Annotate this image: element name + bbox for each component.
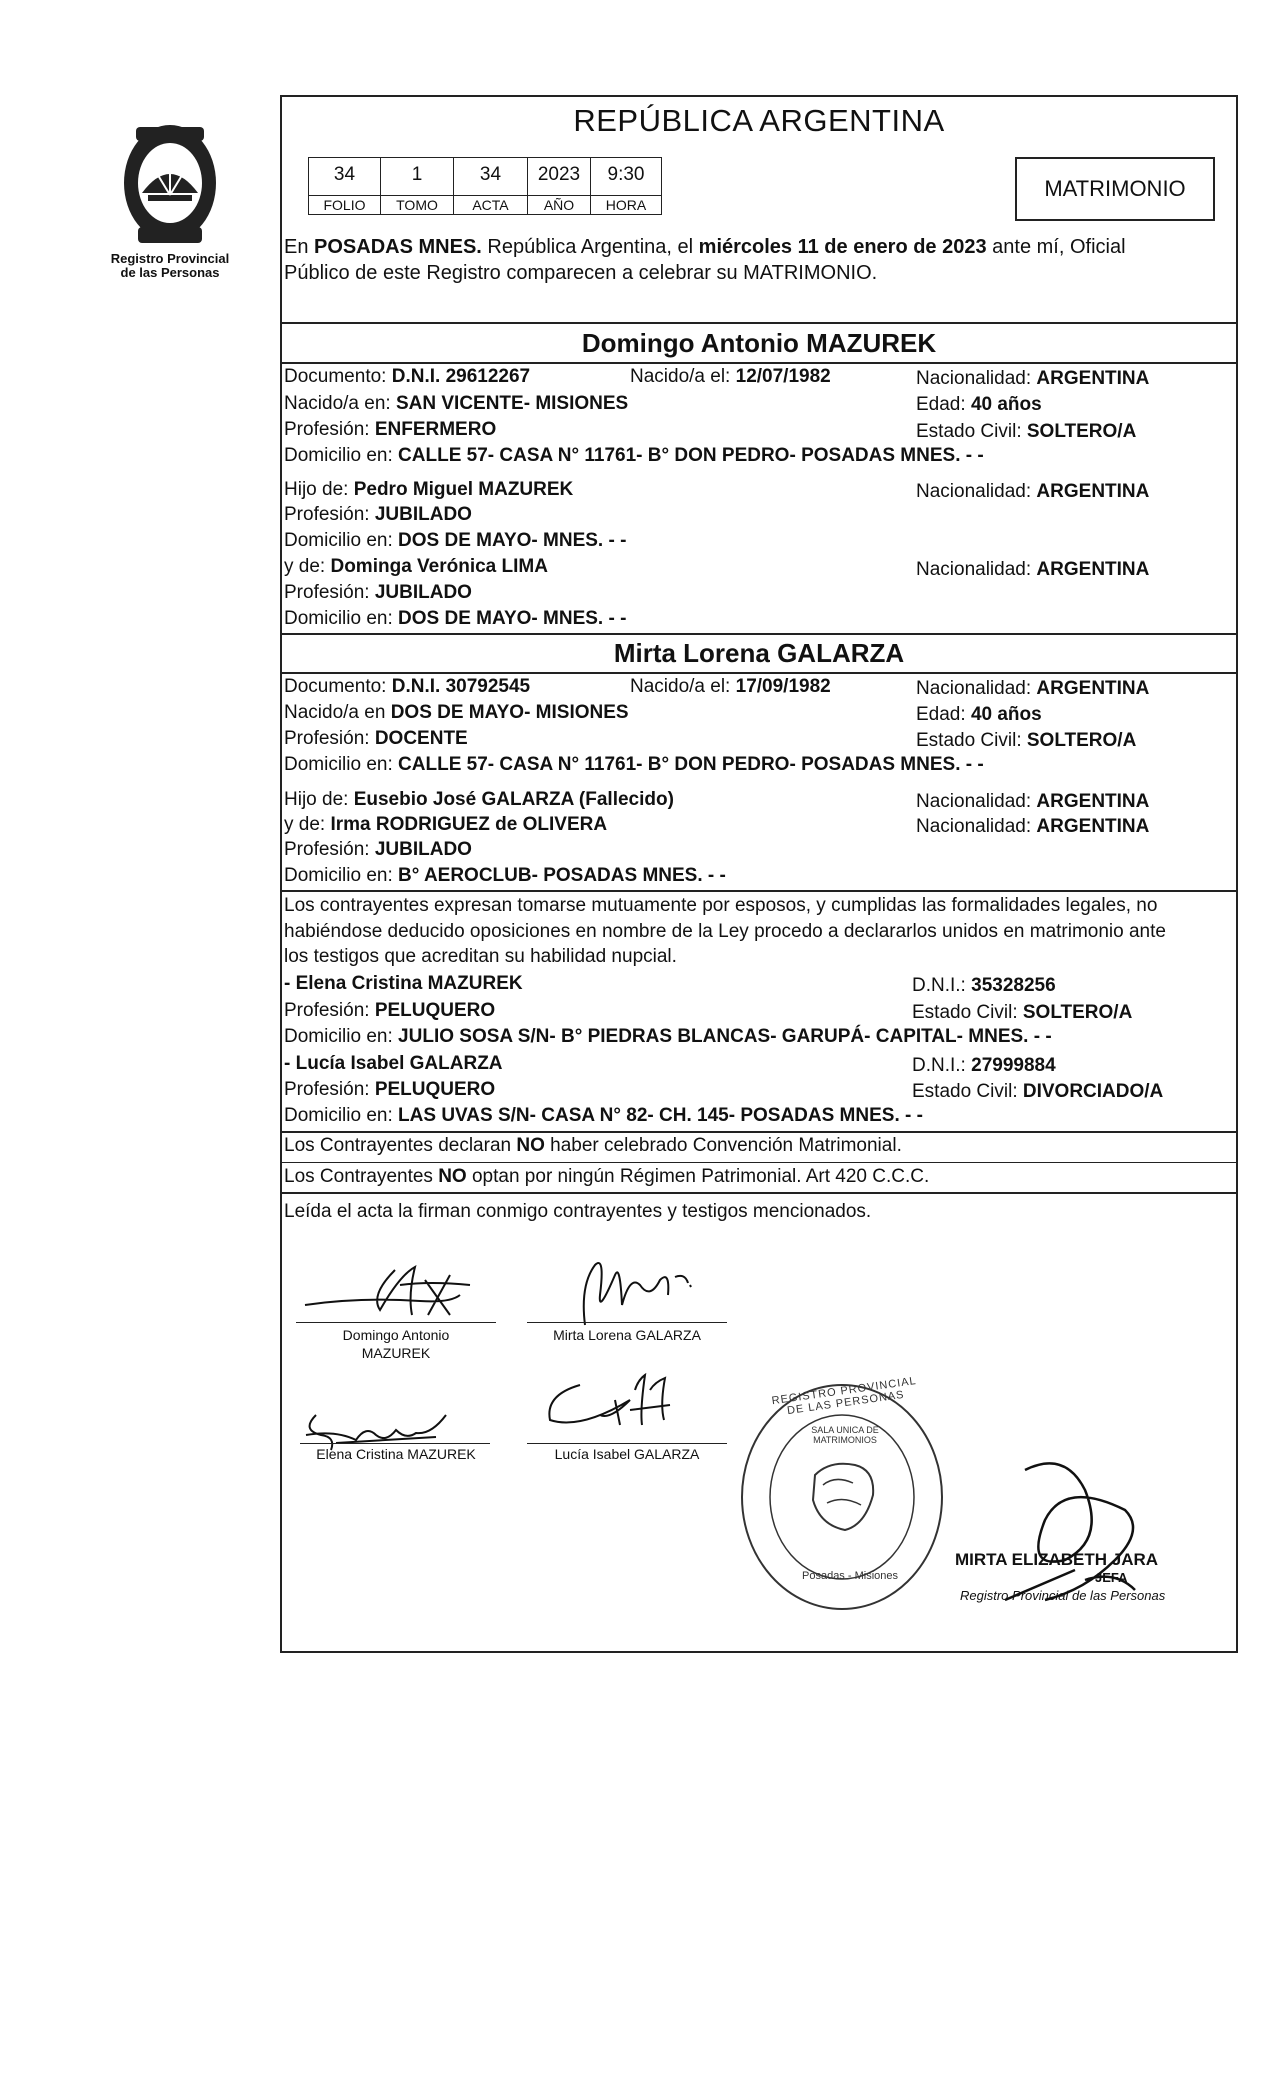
groom-signature-label-1: Domingo Antonio (342, 1327, 450, 1343)
groom-document (284, 365, 530, 389)
groom-signature-label-2: MAZUREK (361, 1345, 431, 1361)
bride-nationality (916, 677, 1149, 701)
witness-2-signature-label: Lucía Isabel GALARZA (554, 1446, 700, 1462)
field-label: Edad: (916, 394, 971, 415)
field-label: Edad: (916, 704, 971, 725)
logo-caption-1: Registro Provincial (110, 251, 230, 266)
year-box (527, 157, 591, 215)
field-value: SOLTERO/A (1022, 1002, 1133, 1023)
groom-father-profession (284, 503, 472, 527)
field-value: DOCENTE (374, 728, 468, 749)
hour-value: 9:30 (607, 164, 645, 185)
field-label: Nacionalidad: (916, 791, 1037, 812)
folio-box (308, 157, 381, 215)
field-value: 40 años (970, 394, 1042, 415)
regime-text: Los Contrayentes (284, 1166, 439, 1187)
seal-stamp-icon (735, 1375, 950, 1620)
divider (280, 1162, 1238, 1163)
tomo-box (380, 157, 454, 215)
field-label: D.N.I.: (912, 1055, 972, 1076)
field-label: Domicilio en: (284, 530, 399, 551)
field-label: Profesión: (284, 1000, 375, 1021)
field-label: Estado Civil: (912, 1081, 1023, 1102)
signature-line (296, 1322, 496, 1323)
groom-father-nationality (916, 480, 1149, 504)
intro-text: En (284, 236, 315, 258)
field-value: SOLTERO/A (1026, 421, 1137, 442)
groom-father (284, 478, 573, 502)
groom-birth-date (630, 365, 831, 389)
field-label: Nacido/a en: (284, 393, 396, 414)
bride-document (284, 675, 530, 699)
official-name: MIRTA ELIZABETH JARA (955, 1550, 1159, 1569)
intro-text: ante mí, Oficial (986, 236, 1126, 258)
groom-name: Domingo Antonio MAZUREK (581, 328, 937, 358)
field-label: Estado Civil: (916, 421, 1027, 442)
witness-1-name (284, 972, 523, 996)
intro-line-1 (284, 235, 1126, 259)
bride-mother-nationality (916, 815, 1149, 839)
field-value: 27999884 (971, 1055, 1056, 1076)
act-type-box: MATRIMONIO (1015, 157, 1215, 221)
witness-1-address (284, 1025, 1052, 1049)
bride-father (284, 788, 674, 812)
field-value: SAN VICENTE- MISIONES (395, 393, 629, 414)
regime-no: NO (438, 1166, 467, 1187)
field-label: Estado Civil: (916, 730, 1027, 751)
official-signature-icon (985, 1450, 1175, 1610)
signature-line (527, 1443, 727, 1444)
groom-mother (284, 555, 548, 579)
field-label: Documento: (284, 366, 392, 387)
field-value: ARGENTINA (1036, 481, 1150, 502)
regime-text: haber celebrado Convención Matrimonial. (544, 1135, 902, 1156)
bride-mother (284, 813, 607, 837)
official-title: JEFA (1095, 1570, 1128, 1585)
year-value: 2023 (537, 164, 581, 185)
declaration-line-1: Los contrayentes expresan tomarse mutuamente por esposos, y cumplidas las formalidades legales, no (284, 895, 1158, 916)
bride-father-nationality (916, 790, 1149, 814)
groom-father-address (284, 529, 626, 553)
field-value: ARGENTINA (1036, 559, 1150, 580)
witness-2-address (284, 1104, 923, 1128)
field-value: D.N.I. 29612267 (391, 366, 531, 387)
field-value: JUBILADO (374, 504, 472, 525)
bride-mother-profession (284, 838, 472, 862)
field-value: DOS DE MAYO- MISIONES (390, 702, 629, 723)
official-seal (735, 1375, 950, 1620)
field-label: Hijo de: (284, 789, 354, 810)
field-value: CALLE 57- CASA N° 11761- B° DON PEDRO- POSADAS MNES. - - (398, 754, 984, 775)
field-label: Profesión: (284, 728, 375, 749)
hour-box (590, 157, 662, 215)
acta-value: 34 (479, 164, 502, 185)
regime-text: optan por ningún Régimen Patrimonial. Art 420 C.C.C. (466, 1166, 930, 1187)
bride-address (284, 753, 984, 777)
groom-address (284, 444, 984, 468)
field-label: Nacionalidad: (916, 481, 1037, 502)
field-label: y de: (284, 814, 331, 835)
witness-1-profession (284, 999, 495, 1023)
field-label: Domicilio en: (284, 1026, 399, 1047)
groom-nationality (916, 367, 1149, 391)
regime-no: NO (516, 1135, 545, 1156)
province-seal-icon (108, 115, 233, 250)
intro-line-2: Público de este Registro comparecen a celebrar su MATRIMONIO. (284, 262, 878, 284)
field-value: PELUQUERO (374, 1000, 496, 1021)
bride-birth-date (630, 675, 831, 699)
divider (280, 672, 1238, 674)
field-value: 35328256 (971, 975, 1056, 996)
field-label: Profesión: (284, 582, 375, 603)
regime-line-2 (284, 1165, 929, 1189)
field-label: Profesión: (284, 504, 375, 525)
field-value: ARGENTINA (1036, 368, 1150, 389)
field-value: - Lucía Isabel GALARZA (284, 1053, 503, 1074)
declaration-line-3: los testigos que acreditan su habilidad nupcial. (284, 946, 677, 967)
divider (280, 890, 1238, 892)
divider (280, 1192, 1238, 1194)
official-office: Registro Provincial de las Personas (960, 1588, 1166, 1603)
witness-2-dni (912, 1054, 1056, 1078)
groom-birth-place (284, 392, 628, 416)
regime-text: Los Contrayentes declaran (284, 1135, 517, 1156)
field-label: Nacionalidad: (916, 678, 1037, 699)
tomo-label: TOMO (381, 195, 453, 214)
declaration-line-2: habiéndose deducido oposiciones en nombre de la Ley procedo a declararlos unidos en matrimonio ante (284, 921, 1166, 942)
seal-inner-text: SALA UNICA DE MATRIMONIOS (811, 1425, 879, 1445)
bride-profession (284, 727, 468, 751)
witness-2-profession (284, 1078, 495, 1102)
field-label: Nacionalidad: (916, 368, 1037, 389)
field-label: Documento: (284, 676, 392, 697)
field-label: Domicilio en: (284, 754, 399, 775)
acta-box (453, 157, 528, 215)
regime-line-1 (284, 1134, 902, 1158)
field-value: ENFERMERO (374, 419, 497, 440)
groom-age (916, 393, 1042, 417)
intro-text: República Argentina, el (481, 236, 699, 258)
witness-2-signature-icon (540, 1370, 690, 1440)
logo-caption-2: de las Personas (120, 265, 220, 280)
field-value: SOLTERO/A (1026, 730, 1137, 751)
field-value: Pedro Miguel MAZUREK (353, 479, 574, 500)
field-label: Nacido/a el: (630, 676, 736, 697)
field-label: Nacido/a el: (630, 366, 736, 387)
field-value: - Elena Cristina MAZUREK (284, 973, 523, 994)
witness-1-dni (912, 974, 1056, 998)
field-value: ARGENTINA (1036, 816, 1150, 837)
field-value: JUBILADO (374, 582, 472, 603)
field-value: 40 años (970, 704, 1042, 725)
field-label: Profesión: (284, 419, 375, 440)
witness-2-name (284, 1052, 503, 1076)
field-value: D.N.I. 30792545 (391, 676, 531, 697)
document-title: REPÚBLICA ARGENTINA (573, 103, 945, 138)
field-label: Profesión: (284, 1079, 375, 1100)
field-value: Irma RODRIGUEZ de OLIVERA (330, 814, 608, 835)
divider (280, 322, 1238, 324)
field-label: Nacionalidad: (916, 559, 1037, 580)
field-value: Dominga Verónica LIMA (330, 556, 548, 577)
acta-label: ACTA (454, 195, 527, 214)
signature-line (527, 1322, 727, 1323)
field-label: Profesión: (284, 839, 375, 860)
field-label: Estado Civil: (912, 1002, 1023, 1023)
groom-civil-status (916, 420, 1136, 444)
bride-age (916, 703, 1042, 727)
bride-signature-icon (560, 1255, 720, 1327)
witness-1-signature-label: Elena Cristina MAZUREK (316, 1446, 476, 1462)
field-value: B° AEROCLUB- POSADAS MNES. - - (398, 865, 726, 886)
field-label: Domicilio en: (284, 445, 399, 466)
field-value: 17/09/1982 (735, 676, 831, 697)
signature-line (300, 1443, 490, 1444)
witness-2-civil-status (912, 1080, 1163, 1104)
registry-logo (108, 115, 233, 250)
groom-profession (284, 418, 496, 442)
bride-signature-label: Mirta Lorena GALARZA (553, 1327, 701, 1343)
groom-signature-icon (300, 1255, 490, 1323)
field-label: Domicilio en: (284, 608, 399, 629)
field-value: CALLE 57- CASA N° 11761- B° DON PEDRO- POSADAS MNES. - - (398, 445, 984, 466)
tomo-value: 1 (411, 164, 423, 185)
divider (280, 1131, 1238, 1133)
field-value: ARGENTINA (1036, 678, 1150, 699)
field-label: D.N.I.: (912, 975, 972, 996)
folio-value: 34 (333, 164, 356, 185)
seal-ring-text: REGISTRO PROVINCIAL DE LAS PERSONAS (770, 1374, 918, 1418)
folio-label: FOLIO (309, 195, 380, 214)
field-value: DOS DE MAYO- MNES. - - (398, 530, 627, 551)
field-label: Domicilio en: (284, 865, 399, 886)
year-label: AÑO (528, 195, 590, 214)
closing-text: Leída el acta la firman conmigo contrayentes y testigos mencionados. (284, 1201, 872, 1222)
groom-mother-address (284, 607, 626, 631)
hour-label: HORA (591, 195, 661, 214)
field-value: JULIO SOSA S/N- B° PIEDRAS BLANCAS- GARUPÁ- CAPITAL- MNES. - - (398, 1026, 1052, 1047)
bride-civil-status (916, 729, 1136, 753)
field-value: DIVORCIADO/A (1022, 1081, 1164, 1102)
field-value: PELUQUERO (374, 1079, 496, 1100)
field-label: y de: (284, 556, 331, 577)
field-value: ARGENTINA (1036, 791, 1150, 812)
field-label: Hijo de: (284, 479, 354, 500)
field-value: Eusebio José GALARZA (Fallecido) (353, 789, 674, 810)
intro-place: POSADAS MNES. (314, 236, 482, 258)
bride-birth-place (284, 701, 629, 725)
field-label: Nacido/a en (284, 702, 391, 723)
field-value: 12/07/1982 (735, 366, 831, 387)
bride-name: Mirta Lorena GALARZA (613, 638, 905, 668)
intro-date: miércoles 11 de enero de 2023 (698, 236, 987, 258)
field-label: Nacionalidad: (916, 816, 1037, 837)
seal-bottom-text: Posadas - Misiones (802, 1570, 898, 1582)
field-value: LAS UVAS S/N- CASA N° 82- CH. 145- POSADAS MNES. - - (398, 1105, 923, 1126)
groom-mother-nationality (916, 558, 1149, 582)
bride-mother-address (284, 864, 726, 888)
witness-1-civil-status (912, 1001, 1132, 1025)
field-label: Domicilio en: (284, 1105, 399, 1126)
field-value: JUBILADO (374, 839, 472, 860)
divider (280, 633, 1238, 635)
groom-mother-profession (284, 581, 472, 605)
field-value: DOS DE MAYO- MNES. - - (398, 608, 627, 629)
divider (280, 362, 1238, 364)
